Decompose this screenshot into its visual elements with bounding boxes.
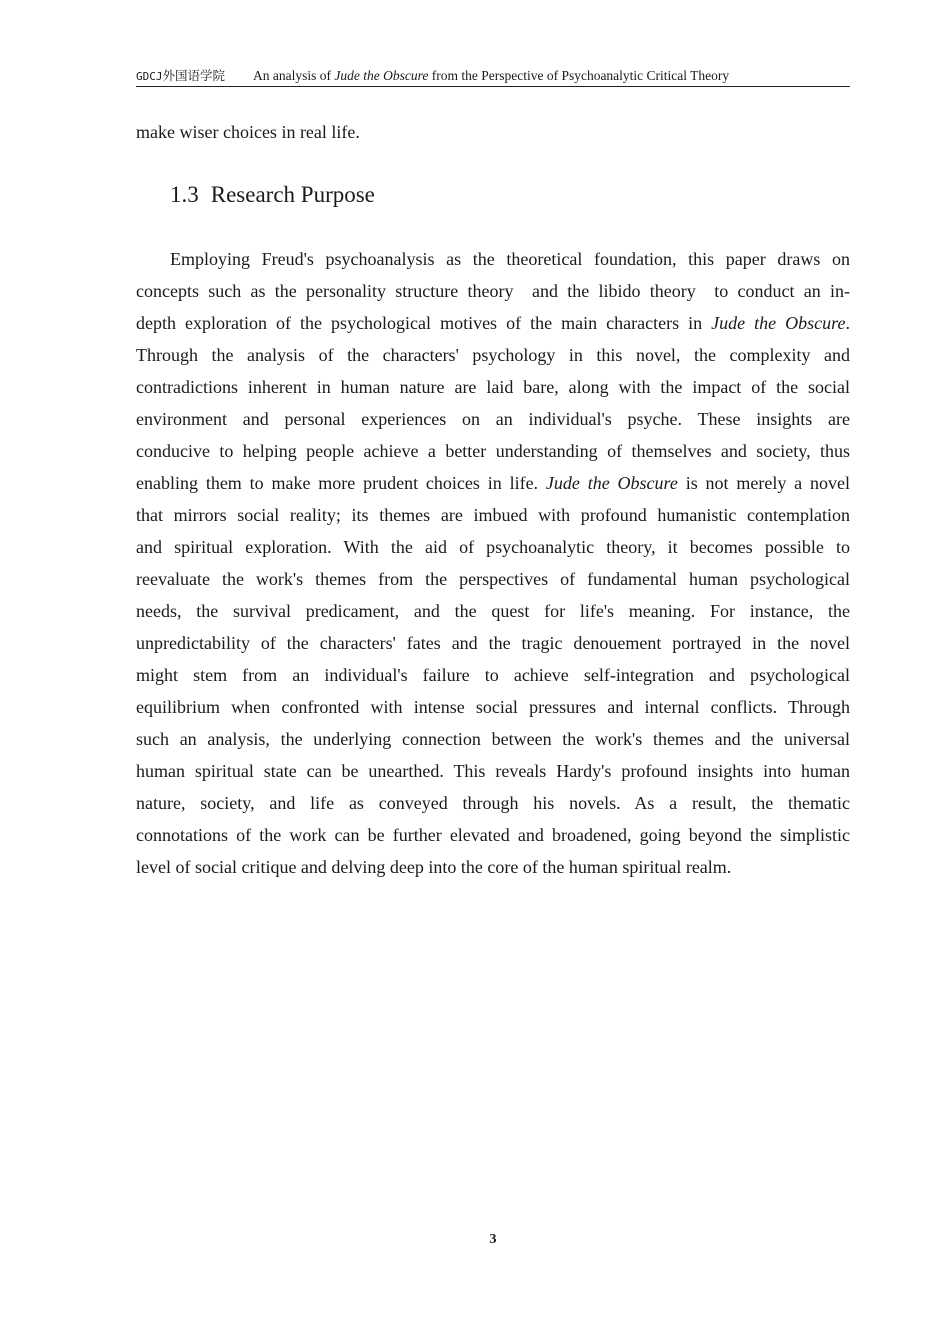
paragraph-line	[136, 595, 850, 627]
section-title: Research Purpose	[210, 182, 375, 207]
header-title-suffix: from the Perspective of Psychoanalytic Critical Theory	[428, 68, 730, 83]
paragraph-line-text: such an analysis, the underlying connection between the work's themes and the universal	[136, 729, 850, 749]
header-institution	[136, 68, 225, 83]
paragraph-line	[136, 371, 850, 403]
paragraph-line-text: unpredictability of the characters' fates and the tragic denouement portrayed in the novel	[136, 633, 850, 653]
paragraph-line	[136, 339, 850, 371]
paragraph-line-text: that mirrors social reality; its themes are imbued with profound humanistic contemplation	[136, 505, 850, 525]
book-title-italic: Jude the Obscure	[711, 313, 846, 333]
paragraph-line-text: enabling them to make more prudent choices in life.	[136, 473, 546, 493]
paragraph-line	[136, 563, 850, 595]
paragraph-line	[136, 723, 850, 755]
header-institution-name: 外国语学院	[162, 68, 226, 83]
paragraph-line-text: conducive to helping people achieve a better understanding of themselves and society, thus	[136, 441, 850, 461]
paragraph-line-text: Employing Freud's psychoanalysis as the theoretical foundation, this paper draws on	[170, 249, 850, 269]
section-heading	[170, 180, 375, 210]
page-number: 3	[489, 1232, 497, 1247]
paragraph-line	[136, 691, 850, 723]
paragraph-line	[136, 307, 850, 339]
paragraph-line-text: contradictions inherent in human nature are laid bare, along with the impact of the social	[136, 377, 850, 397]
running-header	[136, 66, 850, 87]
paragraph-line	[136, 819, 850, 851]
book-title-italic: Jude the Obscure	[545, 473, 678, 493]
header-thesis-title	[253, 68, 729, 83]
paragraph-line-text: level of social critique and delving deep into the core of the human spiritual realm.	[136, 857, 732, 877]
paragraph-line	[136, 499, 850, 531]
paragraph-line	[136, 627, 850, 659]
paragraph-line	[136, 787, 850, 819]
paragraph-line-text: needs, the survival predicament, and the quest for life's meaning. For instance, the	[136, 601, 850, 621]
carry-over-line: make wiser choices in real life.	[136, 122, 360, 142]
header-title-italic: Jude the Obscure	[334, 68, 429, 83]
paragraph-line-text: and spiritual exploration. With the aid of psychoanalytic theory, it becomes possible to	[136, 537, 850, 557]
paragraph-line-text: concepts such as the personality structure theory and the libido theory to conduct an in-	[136, 281, 850, 301]
paragraph-line	[136, 851, 850, 883]
paragraph-line-text: Through the analysis of the characters' psychology in this novel, the complexity and	[136, 345, 850, 365]
section-number: 1.3	[170, 182, 199, 207]
paragraph-line	[136, 659, 850, 691]
paragraph-line	[136, 531, 850, 563]
paragraph-line	[136, 755, 850, 787]
paragraph-line-text: .	[845, 313, 850, 333]
paragraph-line	[136, 275, 850, 307]
paragraph-line-text: connotations of the work can be further elevated and broadened, going beyond the simplistic	[136, 825, 850, 845]
paragraph-line-text: is not merely a novel	[677, 473, 850, 493]
paragraph-line-text: human spiritual state can be unearthed. This reveals Hardy's profound insights into human	[136, 761, 850, 781]
paragraph-line	[136, 243, 850, 275]
paragraph-line-text: environment and personal experiences on an individual's psyche. These insights are	[136, 409, 850, 429]
header-title-prefix: An analysis of	[253, 68, 335, 83]
paragraph-line-text: might stem from an individual's failure to achieve self-integration and psychological	[136, 665, 850, 685]
paragraph-line-text: equilibrium when confronted with intense social pressures and internal conflicts. Through	[136, 697, 850, 717]
paragraph-line-text: reevaluate the work's themes from the perspectives of fundamental human psychological	[136, 569, 850, 589]
paragraph-line-text: depth exploration of the psychological motives of the main characters in	[136, 313, 712, 333]
paragraph-line-text: nature, society, and life as conveyed through his novels. As a result, the thematic	[136, 793, 850, 813]
body-paragraph	[136, 243, 850, 883]
paragraph-line	[136, 467, 850, 499]
paragraph-line	[136, 403, 850, 435]
header-institution-code: GDCJ	[136, 70, 163, 83]
paragraph-line	[136, 435, 850, 467]
